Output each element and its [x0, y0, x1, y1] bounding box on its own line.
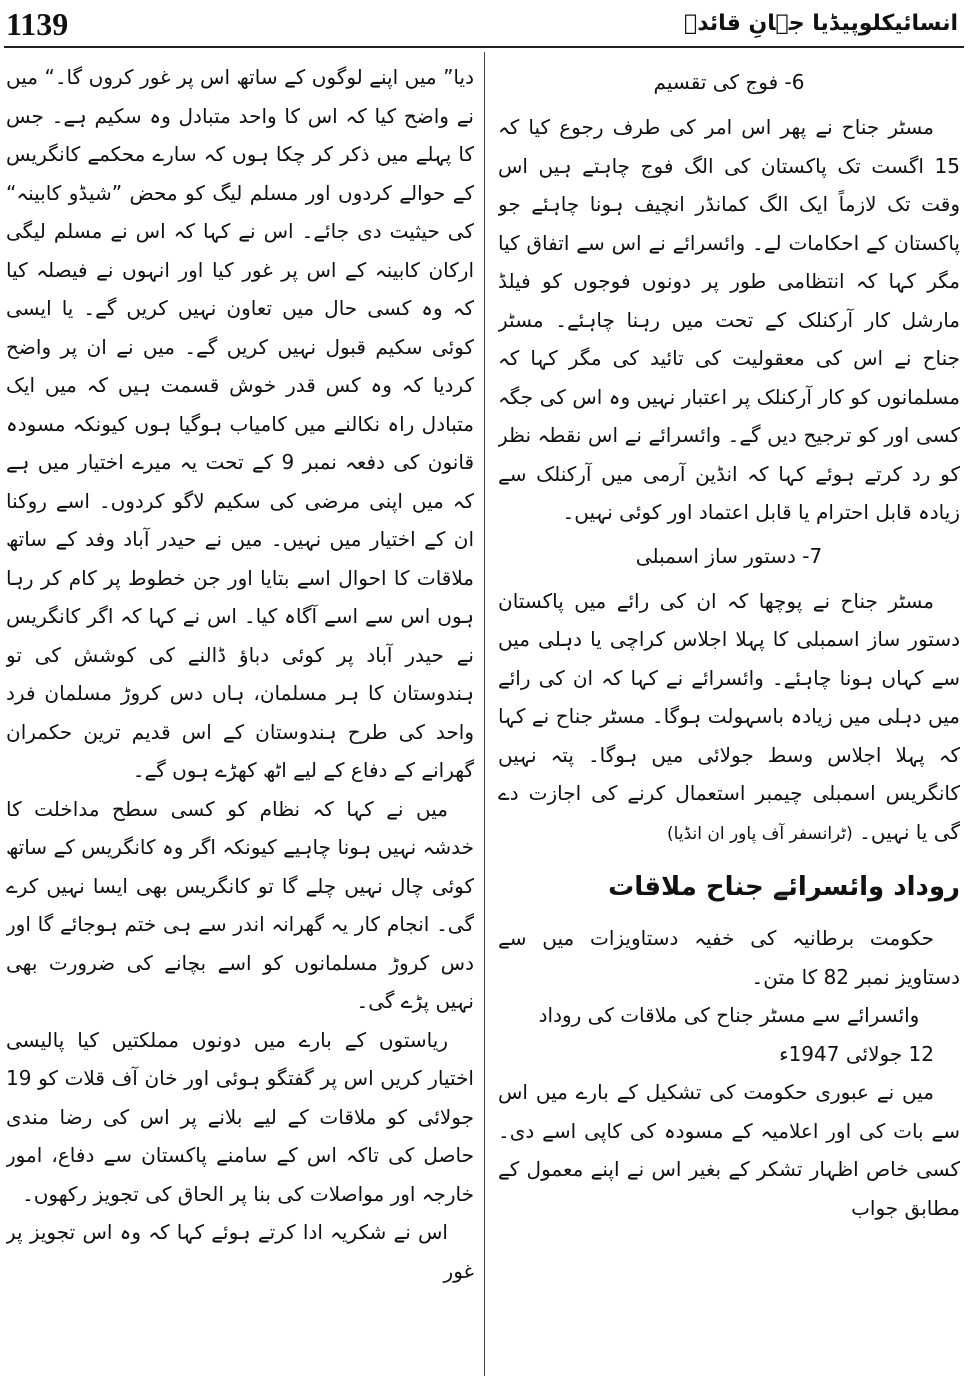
page-number: 1139 [6, 6, 69, 42]
header-rule [4, 46, 964, 48]
section-7-body: مسٹر جناح نے پوچھا کہ ان کی رائے میں پاکستان دستور ساز اسمبلی کا پہلا اجلاس کراچی یا دہلی میں سے کہاں ہونا چاہئے۔ وائسرائے نے کہا کہ ان کی رائے میں دہلی میں زیادہ باسہولت ہوگا۔ مسٹر جناح نے کہا کہ پہلا اجلاس وسط جولائی میں ہوگا۔ پتہ نہیں کانگریس اسمبلی چیمبر استعمال کرنے کی اجازت دے گی یا نہیں۔ [498, 588, 960, 844]
page-header [0, 0, 968, 48]
record-title: وائسرائے سے مسٹر جناح کی ملاقات کی روداد [538, 1003, 920, 1027]
left-column [6, 58, 474, 1376]
section-7-heading: 7- دستور ساز اسمبلی [635, 543, 823, 568]
right-column [498, 58, 960, 1376]
main-heading: روداد وائسرائے جناح ملاقات [608, 872, 960, 902]
intro-text: حکومت برطانیہ کی خفیہ دستاویزات میں سے دستاویز نمبر 82 کا متن۔ [498, 926, 960, 989]
left-paragraph-1: دیا” میں اپنے لوگوں کے ساتھ اس پر غور کروں گا۔“ میں نے واضح کیا کہ اس کا واحد متبادل وہ سکیم ہے۔ جس کا پہلے میں ذکر کر چکا ہوں کہ سارے محکمے کانگریس کے حوالے کردوں اور مسلم لیگ کو محض ”شیڈو کابینہ“ کی حیثیت دی جائے۔ اس نے کہا کہ اس نے مسلم لیگی ارکان کابینہ کے اس پر غور کیا اور انہوں نے فیصلہ کیا کہ وہ کسی حال میں تعاون نہیں کریں گے۔ یا ایسی کوئی سکیم قبول نہیں کریں گے۔ میں نے ان پر واضح کردیا کہ وہ کس قدر خوش قسمت ہیں کہ میں ایک متبادل راہ نکالنے میں کامیاب ہوگیا ہوں کیونکہ مسودہ قانون کی دفعہ نمبر 9 کے تحت یہ میرے اختیار میں ہے کہ میں اپنی مرضی کی سکیم لاگو کردوں۔ اسے روکنا ان کے اختیار میں نہیں۔ میں نے حیدر آباد وفد کے ساتھ ملاقات کا احوال اسے بتایا اور جن خطوط پر کام کر رہا ہوں اس سے اسے آگاہ کیا۔ اس نے کہا کہ اگر کانگریس نے حیدر آباد پر کوئی دباؤ ڈالنے کی کوشش کی تو ہندوستان کا ہر مسلمان، ہاں دس کروڑ مسلمان فرد واحد کی طرح ہندوستان کے اس قدیم ترین حکمران گھرانے کے دفاع کے لیے اٹھ کھڑے ہوں گے۔ [6, 65, 474, 782]
left-paragraph-2: میں نے کہا کہ نظام کو کسی سطح مداخلت کا خدشہ نہیں ہونا چاہیے کیونکہ اگر وہ کانگریس کے ساتھ کوئی چال نہیں چلے گا تو کانگریس بھی ایسا نہیں کرے گی۔ انجام کار یہ گھرانہ اندر سے ہی ختم ہوجائے گا اور دس کروڑ مسلمانوں کو اسے بچانے کی ضرورت بھی نہیں پڑے گی۔ [6, 796, 474, 1013]
record-date: 12 جولائی 1947ء [779, 1041, 934, 1066]
section-7-text [498, 582, 960, 854]
section-6-text: مسٹر جناح نے پھر اس امر کی طرف رجوع کیا کہ 15 اگست تک پاکستان کی الگ فوج چاہتے ہیں اس وقت تک لازماً ایک الگ کمانڈر انچیف ہونا چاہئے جو پاکستان کے احکامات لے۔ وائسرائے نے اس سے اتفاق کیا مگر کہا کہ انتظامی طور پر دونوں فوجوں کو فیلڈ مارشل کار آرکنلک کے تحت میں رہنا چاہئے۔ مسٹر جناح نے اس کی معقولیت کی تائید کی مگر کہا کہ مسلمانوں کو کار آرکنلک پر اعتبار نہیں وہ اس کی جگہ کسی اور کو ترجیح دیں گے۔ وائسرائے نے اس نقطہ نظر کو رد کرتے ہوئے کہا کہ انڈین آرمی میں آرکنلک سے زیادہ قابل احترام یا قابل اعتماد اور کوئی نہیں۔ [498, 115, 960, 524]
book-title: انسائیکلوپیڈیا جہانِ قائدؒ [684, 11, 958, 36]
section-7-source: (ٹرانسفر آف پاور ان انڈیا) [667, 823, 853, 844]
section-6-heading: 6- فوج کی تقسیم [653, 70, 805, 94]
left-paragraph-4: اس نے شکریہ ادا کرتے ہوئے کہا کہ وہ اس تجویز پر غور [6, 1220, 474, 1283]
left-paragraph-3: ریاستوں کے بارے میں دونوں مملکتیں کیا پالیسی اختیار کریں اس پر گفتگو ہوئی اور خان آف قلات کو 19 جولائی کو ملاقات کے لیے بلانے پر اس کی رضا مندی حاصل کی تاکہ اس کے سامنے پاکستان سے دفاع، امور خارجہ اور مواصلات کی بنا پر الحاق کی تجویز رکھوں۔ [6, 1027, 474, 1206]
record-text: میں نے عبوری حکومت کی تشکیل کے بارے میں اس سے بات کی اور اعلامیہ کے مسودہ کی کاپی اسے دی۔ کسی خاص اظہار تشکر کے بغیر اس نے اپنے معمول کے مطابق جواب [498, 1080, 960, 1220]
column-divider [484, 52, 485, 1376]
